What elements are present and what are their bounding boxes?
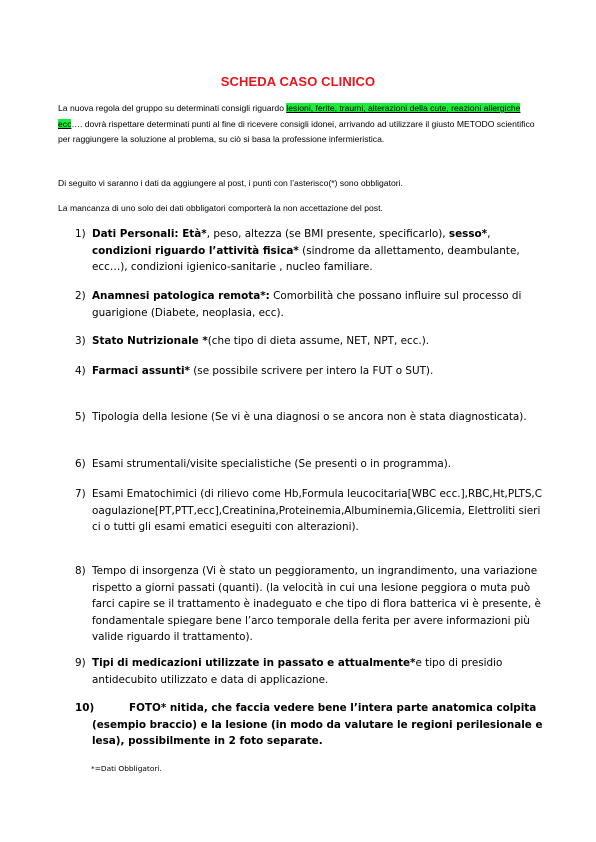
footnote-mandatory: *=Dati Obbligatori.: [91, 764, 162, 773]
list-item-9: [75, 655, 545, 688]
list-item-bold: Tipi di medicazioni utilizzate in passato e attualmente*: [92, 657, 416, 669]
intro-paragraph-rules: [58, 101, 538, 148]
list-item-text: (se possibile scrivere per intero la FUT o SUT).: [189, 365, 434, 377]
list-item-2: [75, 288, 545, 321]
list-item-5: [75, 409, 545, 426]
list-item-number: 10): [75, 702, 95, 714]
list-item-number: 4): [75, 365, 86, 377]
list-item-number: 2): [75, 290, 86, 302]
intro-text-end: …. dovrà rispettare determinati punti al fine di ricevere consigli idonei, arrivando ad utilizzare il giusto METODO scientifico per raggiungere la soluzione al problema, su ciò si basa la professione infermieristica.: [58, 118, 535, 144]
list-item-content: [92, 288, 545, 321]
list-item-bold: Stato Nutrizionale *: [92, 335, 208, 347]
list-item-number: 3): [75, 335, 86, 347]
list-item-bold: sesso*: [448, 228, 488, 240]
list-item-content: [92, 363, 545, 380]
list-item-4: [75, 363, 545, 380]
list-item-number: 6): [75, 458, 86, 470]
list-item-8: [75, 563, 545, 646]
list-item-content: Esami strumentali/visite specialistiche (Se presenti o in programma).: [92, 458, 452, 470]
list-item-content: Esami Ematochimici (di rilievo come Hb,Formula leucocitaria[WBC ecc.],RBC,Ht,PLTS,Coagulazione[PT,PTT,ecc],Creatinina,Proteinemia,Albuminemia,Glicemia, Elettroliti sierici o tutti gli esami ematici eseguiti con alterazioni).: [92, 488, 542, 533]
list-item-6: [75, 456, 545, 473]
intro-paragraph-rejection: La mancanza di uno solo dei dati obbligatori comporterà la non accettazione del post.: [58, 203, 383, 213]
list-item-content: [92, 226, 545, 276]
list-item-bold: Dati Personali: Età*: [92, 228, 207, 240]
list-item-text: Comorbilità che possano influire sul processo di guarigione (Diabete, neoplasia, ecc).: [92, 290, 522, 319]
list-item-content: [92, 700, 545, 750]
list-item-10: [75, 700, 545, 750]
list-item-text: (sindrome da allettamento, deambulante, ecc…), condizioni igienico-sanitarie , nucleo familiare.: [92, 244, 520, 273]
list-item-number: 9): [75, 657, 86, 669]
list-item-content: [92, 655, 545, 688]
list-item-3: [75, 333, 545, 350]
list-item-content: Tempo di insorgenza (Vi è stato un peggioramento, un ingrandimento, una variazione rispetto a giorni passati (quanti). (la velocità in cui una lesione peggiora o muta può farci capire se il trattamento è inadeguato e che tipo di flora batterica vi è presente, è fondamentale spiegare bene l’arco temporale della ferita per avere informazioni più valide riguardo il trattamento).: [92, 565, 541, 643]
list-item-text: e tipo di presidio antidecubito utilizzato e data di applicazione.: [92, 657, 503, 686]
list-item-number: 8): [75, 565, 86, 577]
list-item-number: 5): [75, 411, 86, 423]
list-item-bold: condizioni riguardo l’attività fisica*: [92, 244, 299, 257]
list-item-text: (che tipo di dieta assume, NET, NPT, ecc.).: [207, 335, 430, 347]
page-title: SCHEDA CASO CLINICO: [220, 74, 376, 89]
list-item-content: Tipologia della lesione (Se vi è una diagnosi o se ancora non è stata diagnosticata).: [92, 411, 527, 423]
intro-paragraph-mandatory: Di seguito vi saranno i dati da aggiungere al post, i punti con l’asterisco(*) sono obbligatori.: [58, 178, 403, 188]
list-item-bold: Farmaci assunti*: [92, 365, 190, 377]
list-item-1: [75, 226, 545, 276]
list-item-number: 7): [75, 488, 86, 500]
list-item-bold: Anamnesi patologica remota*:: [92, 290, 270, 302]
list-item-content: [92, 333, 545, 350]
list-item-bold: FOTO* nitida, che faccia vedere bene l’intera parte anatomica colpita (esempio braccio) e la lesione (in modo da valutare le regioni perilesionale e lesa), possibilmente in 2 foto separate.: [92, 702, 543, 747]
list-item-number: 1): [75, 228, 86, 240]
list-item-text: , peso, altezza (se BMI presente, specificarlo),: [206, 228, 449, 240]
list-item-7: [75, 486, 545, 536]
list-item-text: ,: [487, 228, 491, 240]
intro-text-start: La nuova regola del gruppo su determinati consigli riguardo: [58, 103, 287, 113]
intro-highlighted-topics: lesioni, ferite, traumi, alterazioni della cute, reazioni allergiche ecc: [58, 103, 521, 129]
